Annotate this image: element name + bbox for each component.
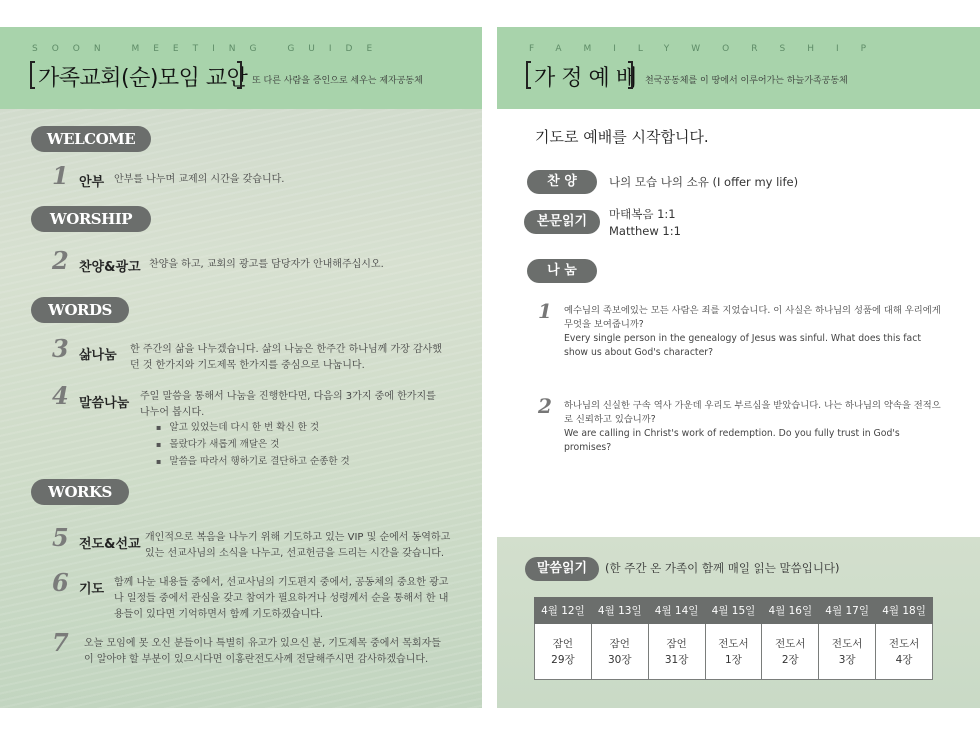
question-en: Every single person in the genealogy of Jesus was sinful. What does this fact show us about God's character? bbox=[564, 333, 922, 358]
chapter: 1장 bbox=[725, 653, 742, 666]
item-number: 3 bbox=[52, 334, 69, 363]
title-bracket-left bbox=[30, 61, 35, 89]
worship-intro: 기도로 예배를 시작합니다. bbox=[535, 128, 709, 146]
item-text: 오늘 모임에 못 오신 분들이나 특별히 유고가 있으신 분, 기도제목 중에서 목회자들이 알아야 할 부분이 있으시다면 이홍란전도사께 전달해주시면 감사하겠습니다. bbox=[84, 638, 441, 665]
list-item: ▪ 알고 있었는데 다시 한 번 확신 한 것 bbox=[156, 419, 350, 436]
book-name: 전도서 bbox=[775, 637, 806, 650]
reading-cell bbox=[819, 624, 876, 680]
item-number: 2 bbox=[52, 246, 69, 275]
list-item: ▪ 몰랐다가 새롭게 깨달은 것 bbox=[156, 436, 350, 453]
reading-cell bbox=[648, 624, 705, 680]
reading-cell bbox=[876, 624, 933, 680]
chapter: 30장 bbox=[608, 653, 632, 666]
family-worship-page bbox=[497, 27, 980, 708]
item-title: 전도&선교 bbox=[79, 537, 141, 552]
daily-reading-label: 말씀읽기 bbox=[525, 557, 599, 581]
date-cell: 4월 13일 bbox=[591, 598, 648, 624]
book-name: 잠언 bbox=[666, 637, 687, 650]
chapter: 29장 bbox=[551, 653, 575, 666]
date-cell: 4월 15일 bbox=[705, 598, 762, 624]
item-title: 삶나눔 bbox=[79, 348, 117, 363]
meeting-guide-page bbox=[0, 27, 482, 708]
section-worship: WORSHIP bbox=[31, 206, 151, 232]
page-tagline: 천국공동체를 이 땅에서 이루어가는 하늘가족공동체 bbox=[645, 76, 848, 86]
section-welcome: WELCOME bbox=[31, 126, 151, 152]
item-text: 안부를 나누며 교제의 시간을 갖습니다. bbox=[114, 174, 285, 185]
header-subtitle-en: FAMILYWORSHIP bbox=[529, 44, 889, 54]
chapter: 2장 bbox=[781, 653, 799, 666]
page-title: 가족교회(순)모임 교안 bbox=[38, 66, 248, 91]
date-cell: 4월 18일 bbox=[876, 598, 933, 624]
question-number: 2 bbox=[538, 394, 552, 418]
question-text bbox=[564, 304, 944, 360]
date-cell: 4월 12일 bbox=[535, 598, 592, 624]
item-number: 4 bbox=[52, 381, 69, 410]
item-number: 7 bbox=[52, 628, 69, 657]
page-tagline: 또 다른 사람을 증인으로 세우는 제자공동체 bbox=[252, 76, 423, 86]
reflection-options-list bbox=[156, 419, 350, 470]
list-item: ▪ 말씀을 따라서 행하기로 결단하고 순종한 것 bbox=[156, 453, 350, 470]
reading-plan-table bbox=[534, 597, 933, 680]
book-name: 잠언 bbox=[552, 637, 574, 650]
book-name: 전도서 bbox=[831, 637, 863, 650]
item-title: 찬양&광고 bbox=[79, 260, 141, 275]
reading-cell bbox=[535, 624, 592, 680]
question-text bbox=[564, 399, 944, 455]
book-name: 전도서 bbox=[888, 637, 920, 650]
chapter: 31장 bbox=[664, 653, 689, 666]
reading-cell bbox=[591, 624, 648, 680]
item-number: 1 bbox=[52, 161, 69, 190]
item-text: 함께 나눈 내용들 중에서, 선교사님의 기도편지 중에서, 공동체의 중요한 광고나 일정들 중에서 관심을 갖고 참여가 필요하거나 성령께서 순을 통해서 한 내용들이 있다면 기억하면서 함께 기도하겠습니다. bbox=[114, 577, 449, 620]
book-name: 잠언 bbox=[609, 637, 630, 650]
header-band bbox=[497, 27, 980, 109]
item-text: 한 주간의 삶을 나누겠습니다. 삶의 나눔은 한주간 하나님께 가장 감사했던 것 한가지와 기도제목 한가지를 중심으로 나눕니다. bbox=[130, 344, 442, 371]
section-words: WORDS bbox=[31, 297, 129, 323]
date-cell: 4월 16일 bbox=[762, 598, 819, 624]
praise-song: 나의 모습 나의 소유 (I offer my life) bbox=[609, 175, 799, 189]
question-ko: 예수님의 족보에있는 모든 사람은 죄를 지었습니다. 이 사실은 하나님의 성품에 대해 우리에게 무엇을 보여줍니까? bbox=[564, 305, 941, 330]
item-text: 주일 말씀을 통해서 나눔을 진행한다면, 다음의 3가지 중에 한가지를 나누어 봅시다. bbox=[140, 391, 436, 418]
question-en: We are calling in Christ's work of redemption. Do you fully trust in God's promises? bbox=[564, 428, 900, 453]
title-bracket-right bbox=[628, 61, 633, 89]
reading-cell bbox=[705, 624, 762, 680]
daily-reading-note: (한 주간 온 가족이 함께 매일 읽는 말씀입니다) bbox=[605, 561, 840, 575]
chapter: 3장 bbox=[838, 653, 856, 666]
reading-ref-en: Matthew 1:1 bbox=[609, 224, 681, 238]
section-works: WORKS bbox=[31, 479, 129, 505]
title-bracket-left bbox=[526, 61, 531, 89]
title-bracket-right bbox=[237, 61, 242, 89]
sharing-label: 나 눔 bbox=[527, 259, 597, 283]
praise-label: 찬 양 bbox=[527, 170, 597, 194]
book-name: 전도서 bbox=[718, 637, 749, 650]
reading-label: 본문읽기 bbox=[524, 210, 600, 234]
date-cell: 4월 14일 bbox=[648, 598, 705, 624]
question-ko: 하나님의 신실한 구속 역사 가운데 우리도 부르심을 받았습니다. 나는 하나님의 약속을 전적으로 신뢰하고 있습니까? bbox=[564, 400, 941, 425]
header-subtitle-en: SOON MEETING GUIDE bbox=[32, 44, 387, 54]
table-header-row bbox=[535, 598, 933, 624]
item-text: 찬양을 하고, 교회의 광고를 담당자가 안내해주십시오. bbox=[149, 259, 384, 270]
item-title: 기도 bbox=[79, 582, 105, 597]
daily-reading-panel bbox=[497, 537, 980, 708]
item-number: 6 bbox=[52, 568, 69, 597]
reading-cell bbox=[762, 624, 819, 680]
question-number: 1 bbox=[538, 299, 552, 323]
item-text: 개인적으로 복음을 나누기 위해 기도하고 있는 VIP 및 순에서 동역하고 있는 선교사님의 소식을 나누고, 선교헌금을 드리는 시간을 갖습니다. bbox=[145, 532, 451, 559]
item-number: 5 bbox=[52, 523, 69, 552]
reading-ref-ko: 마태복음 1:1 bbox=[609, 207, 676, 221]
date-cell: 4월 17일 bbox=[819, 598, 876, 624]
table-row bbox=[535, 624, 933, 680]
chapter: 4장 bbox=[895, 653, 913, 666]
item-title: 안부 bbox=[79, 175, 105, 190]
header-band bbox=[0, 27, 482, 109]
page-title: 가 정 예 배 bbox=[534, 66, 637, 91]
item-title: 말씀나눔 bbox=[79, 396, 130, 411]
